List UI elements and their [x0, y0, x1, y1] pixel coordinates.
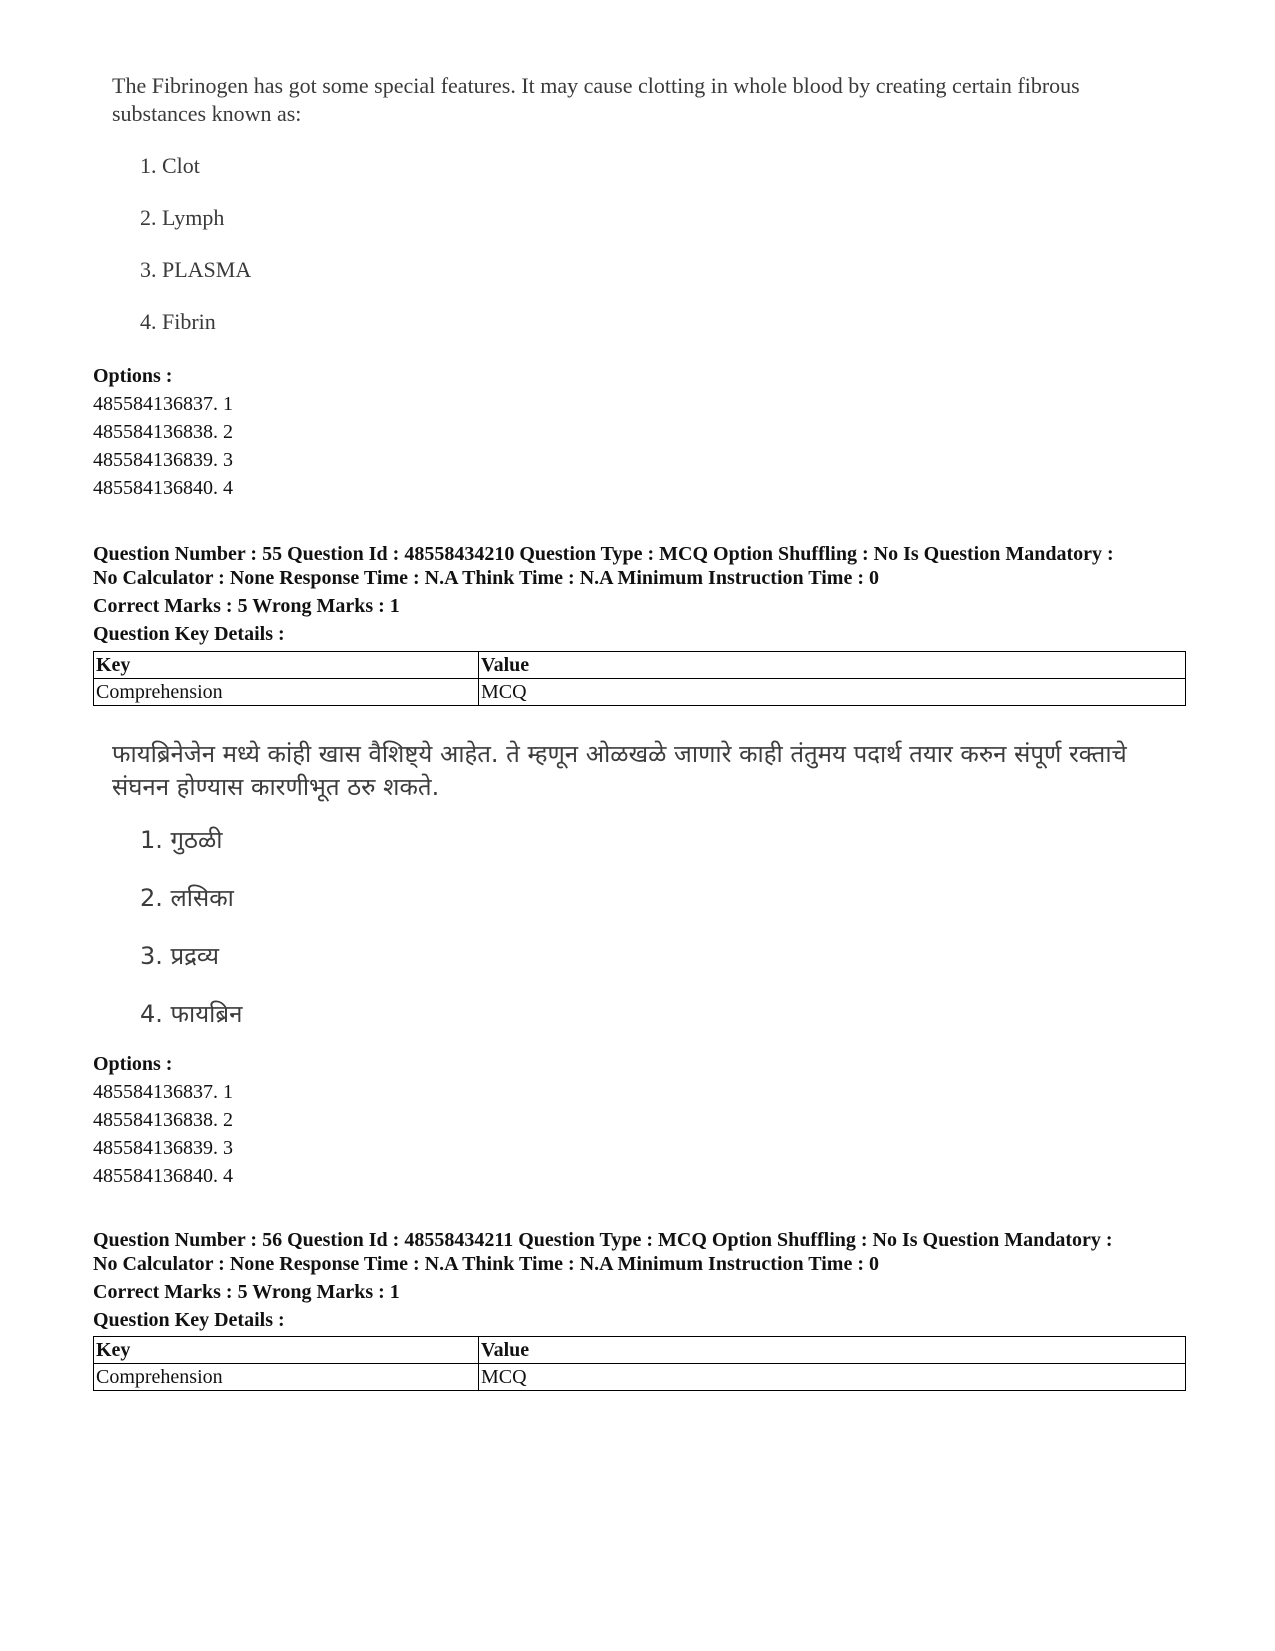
table-row	[94, 1364, 1186, 1391]
table-header-value: Value	[479, 652, 1186, 679]
table-header-key: Key	[94, 652, 479, 679]
key-details-label: Question Key Details :	[93, 1309, 285, 1331]
question-stem: The Fibrinogen has got some special features. It may cause clotting in whole blood by creating certain fibrous substances known as:	[112, 73, 1080, 126]
choice-item: 3. प्रद्रव्य	[140, 942, 220, 970]
option-line: 485584136838. 2	[93, 421, 233, 443]
marks-line: Correct Marks : 5 Wrong Marks : 1	[93, 595, 400, 617]
table-row	[94, 679, 1186, 706]
option-line: 485584136839. 3	[93, 449, 233, 471]
options-label: Options :	[93, 1053, 173, 1075]
option-line: 485584136840. 4	[93, 477, 233, 499]
table-header-row	[94, 1337, 1186, 1364]
marks-line: Correct Marks : 5 Wrong Marks : 1	[93, 1281, 400, 1303]
option-line: 485584136839. 3	[93, 1137, 233, 1159]
question-stem-line: फायब्रिनेजेन मध्ये कांही खास वैशिष्ट्ये आहेत. ते म्हणून ओळखळे जाणारे काही तंतुमय पदार्थ तयार करुन संपूर्ण रक्ताचे	[112, 740, 1127, 768]
choice-item: 4. Fibrin	[140, 309, 216, 334]
question-meta-line: Question Number : 55 Question Id : 48558434210 Question Type : MCQ Option Shuffling : No Is Question Mandatory :	[93, 543, 1114, 565]
table-header-value: Value	[479, 1337, 1186, 1364]
choice-item: 2. लसिका	[140, 884, 234, 912]
question-image-marathi	[112, 738, 1182, 1028]
table-cell-value: MCQ	[479, 1364, 1186, 1391]
option-line: 485584136840. 4	[93, 1165, 233, 1187]
options-label: Options :	[93, 365, 173, 387]
key-details-label: Question Key Details :	[93, 623, 285, 645]
key-value-table	[93, 651, 1186, 706]
table-cell-key: Comprehension	[94, 1364, 479, 1391]
table-cell-value: MCQ	[479, 679, 1186, 706]
question-meta-line: No Calculator : None Response Time : N.A Think Time : N.A Minimum Instruction Time : 0	[93, 567, 879, 589]
option-line: 485584136837. 1	[93, 1081, 233, 1103]
question-meta-line: Question Number : 56 Question Id : 48558434211 Question Type : MCQ Option Shuffling : No Is Question Mandatory :	[93, 1229, 1113, 1251]
option-line: 485584136837. 1	[93, 393, 233, 415]
choice-item: 4. फायब्रिन	[140, 1000, 243, 1028]
table-header-row	[94, 652, 1186, 679]
choice-item: 2. Lymph	[140, 205, 225, 230]
choice-item: 3. PLASMA	[140, 257, 252, 282]
table-header-key: Key	[94, 1337, 479, 1364]
table-cell-key: Comprehension	[94, 679, 479, 706]
option-line: 485584136838. 2	[93, 1109, 233, 1131]
question-meta-line: No Calculator : None Response Time : N.A Think Time : N.A Minimum Instruction Time : 0	[93, 1253, 879, 1275]
choice-item: 1. गुठळी	[140, 826, 223, 854]
question-image-english	[112, 72, 1172, 334]
choice-item: 1. Clot	[140, 153, 200, 178]
question-stem-line: संघनन होण्यास कारणीभूत ठरु शकते.	[112, 773, 440, 801]
key-value-table	[93, 1336, 1186, 1391]
